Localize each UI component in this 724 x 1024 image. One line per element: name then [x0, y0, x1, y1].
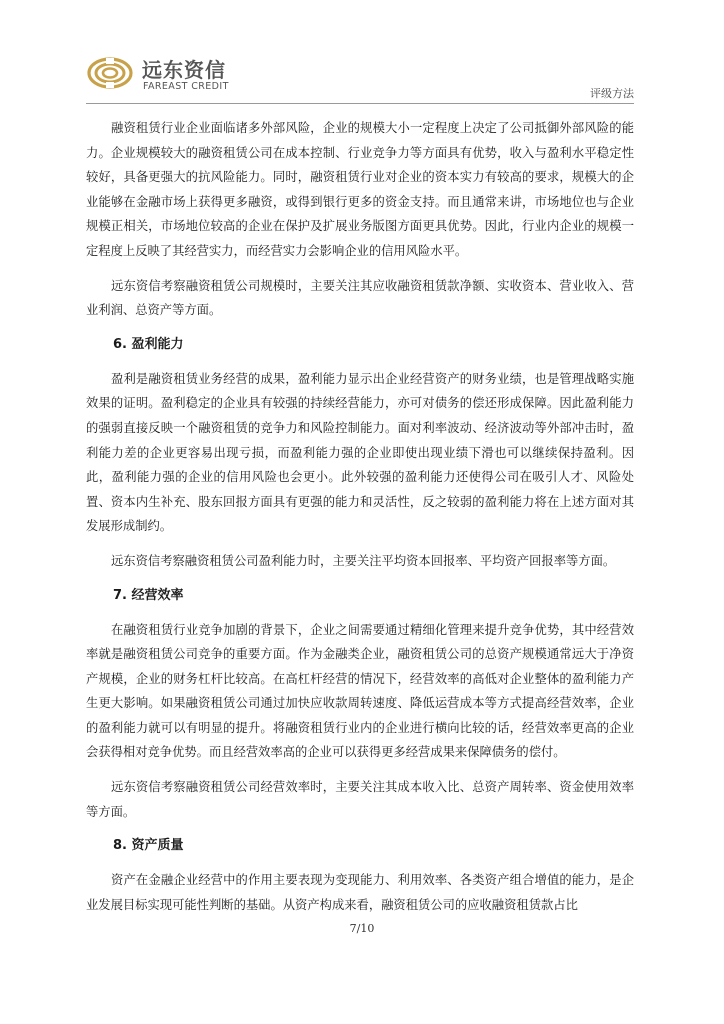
header-divider — [86, 103, 634, 104]
paragraph: 盈利是融资租赁业务经营的成果，盈利能力显示出企业经营资产的财务业绩，也是管理战略实施效果的证明。盈利稳定的企业具有较强的持续经营能力，亦可对债务的偿还形成保障。因此盈利能力的强弱直接反映一个融资租赁的竞争力和风险控制能力。面对利率波动、经济波动等外部冲击时，盈利能力差的企业更容易出现亏损，而盈利能力强的企业即使出现业绩下滑也可以继续保持盈利。因此，盈利能力强的企业的信用风险也会更小。此外较强的盈利能力还使得公司在吸引人才、风险处置、资本内生补充、股东回报方面具有更强的能力和灵活性，反之较弱的盈利能力将在上述方面对其发展形成制约。 — [86, 371, 634, 534]
document-body — [86, 116, 634, 927]
brand-name-en: FAREAST CREDIT — [143, 81, 229, 92]
section-label: 评级方法 — [590, 87, 634, 100]
paragraph: 在融资租赁行业竞争加剧的背景下，企业之间需要通过精细化管理来提升竞争优势，其中经营效率就是融资租赁公司竞争的重要方面。作为金融类企业，融资租赁公司的总资产规模通常远大于净资产规模，企业的财务杠杆比较高。在高杠杆经营的情况下，经营效率的高低对企业整体的盈利能力产生更大影响。如果融资租赁公司通过加快应收款周转速度、降低运营成本等方式提高经营效率，企业的盈利能力就可以有明显的提升。将融资租赁行业内的企业进行横向比较的话，经营效率更高的企业会获得相对竞争优势。而且经营效率高的企业可以获得更多经营成果来保障债务的偿付。 — [86, 622, 634, 760]
paragraph: 远东资信考察融资租赁公司规模时，主要关注其应收融资租赁款净额、实收资本、营业收入、营业利润、总资产等方面。 — [86, 278, 634, 318]
page-header — [0, 0, 724, 102]
paragraph: 远东资信考察融资租赁公司经营效率时，主要关注其成本收入比、总资产周转率、资金使用效率等方面。 — [86, 780, 634, 819]
section-heading: 7. 经营效率 — [113, 587, 184, 603]
paragraph: 融资租赁行业企业面临诸多外部风险，企业的规模大小一定程度上决定了公司抵御外部风险的能力。企业规模较大的融资租赁公司在成本控制、行业竞争力等方面具有优势，收入与盈利水平稳定性较好，具备更强大的抗风险能力。同时，融资租赁行业对企业的资本实力有较高的要求，规模大的企业能够在金融市场上获得更多融资，或得到银行更多的资金支持。而且通常来讲，市场地位也与企业规模正相关，市场地位较高的企业在保护及扩展业务版图方面更具优势。因此，行业内企业的规模一定程度上反映了其经营实力，而经营实力会影响企业的信用风险水平。 — [86, 121, 634, 258]
page-number: 7/10 — [349, 922, 375, 935]
fareast-credit-logo-icon — [86, 54, 134, 92]
section-heading: 6. 盈利能力 — [113, 336, 184, 352]
brand-name-cn: 远东资信 — [142, 58, 226, 82]
section-heading: 8. 资产质量 — [113, 838, 184, 854]
paragraph: 远东资信考察融资租赁公司盈利能力时，主要关注平均资本回报率、平均资产回报率等方面。 — [111, 553, 616, 568]
paragraph: 资产在金融企业经营中的作用主要表现为变现能力、利用效率、各类资产组合增值的能力，是企业发展目标实现可能性判断的基础。从资产构成来看，融资租赁公司的应收融资租赁款占比 — [86, 873, 634, 912]
